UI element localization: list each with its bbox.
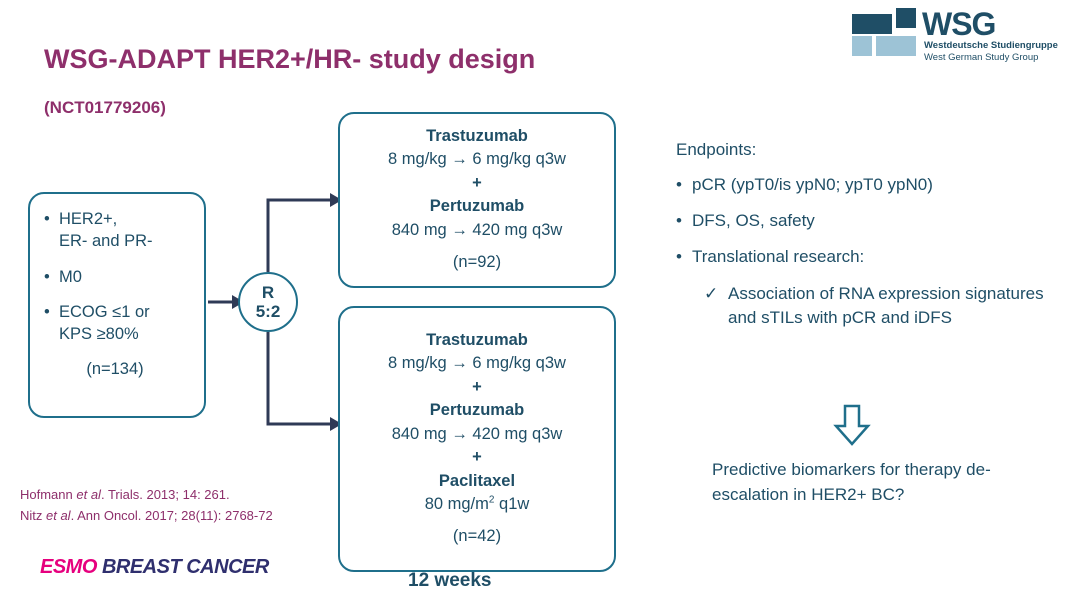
- criterion-m0: M0: [59, 267, 82, 286]
- list-item: [704, 282, 1066, 329]
- population-criteria-list: [44, 208, 196, 381]
- endpoints-panel: [676, 140, 1066, 329]
- population-criteria-box: [28, 192, 206, 418]
- esmo-breast-cancer-logo: [40, 556, 269, 579]
- arm-a-sample-size: (n=92): [452, 253, 502, 272]
- list-item: [44, 266, 196, 288]
- list-item: [44, 301, 196, 346]
- criterion-performance-status: ECOG ≤1 or KPS ≥80%: [59, 302, 150, 344]
- arm-b-drug-2: Pertuzumab: [429, 401, 525, 420]
- endpoint-dfs-os-safety: DFS, OS, safety: [692, 211, 815, 231]
- population-sample-size: (n=134): [86, 360, 144, 379]
- check-icon: ✓: [704, 284, 719, 304]
- esmo-logo-part-1: ESMO: [40, 556, 102, 578]
- reference-2: Nitz et al. Ann Oncol. 2017; 28(11): 2768-72: [20, 508, 273, 524]
- list-item: [676, 174, 1066, 196]
- references: [20, 484, 273, 527]
- page-title: WSG-ADAPT HER2+/HR- study design: [44, 44, 536, 74]
- logo-subtitle-en: West German Study Group: [924, 52, 1039, 63]
- arm-a-drug-2: Pertuzumab: [429, 197, 525, 216]
- conclusion-text: Predictive biomarkers for therapy de-escalation in HER2+ BC?: [712, 460, 991, 504]
- arm-a-dose-1: 8 mg/kg → 6 mg/kg q3w: [388, 150, 566, 169]
- treatment-arm-b-box: [338, 306, 616, 572]
- wsg-logo: [852, 8, 1074, 64]
- arm-b-dose-3: 80 $mg/m^2$ q1w: [424, 494, 530, 514]
- logo-wordmark: WSG: [922, 6, 996, 42]
- logo-subtitle-de: Westdeutsche Studiengruppe: [924, 40, 1058, 51]
- treatment-arm-b-content: [340, 329, 614, 549]
- wsg-logo-icon-part: [852, 36, 872, 56]
- endpoints-heading: Endpoints:: [676, 140, 757, 159]
- down-arrow-icon: [832, 404, 872, 446]
- bullet-icon: •: [676, 211, 682, 231]
- randomization-ratio: 5:2: [255, 302, 281, 321]
- endpoint-pcr: pCR (ypT0/is ypN0; ypT0 ypN0): [692, 175, 933, 194]
- wsg-logo-icon-part: [896, 8, 916, 28]
- arm-b-plus-1: +: [472, 377, 482, 396]
- bullet-icon: •: [44, 267, 50, 286]
- arm-b-drug-3: Paclitaxel: [438, 471, 516, 490]
- reference-1: Hofmann et al. Trials. 2013; 14: 261.: [20, 487, 230, 502]
- bullet-icon: •: [44, 302, 50, 321]
- treatment-duration-label: 12 weeks: [408, 570, 492, 591]
- treatment-arm-a-box: [338, 112, 616, 288]
- endpoint-translational-research: Translational research:: [692, 247, 865, 267]
- arm-a-plus-1: +: [472, 174, 482, 193]
- randomization-label: R: [261, 282, 275, 302]
- wsg-logo-icon: [852, 14, 892, 34]
- wsg-logo-icon-part: [876, 36, 916, 56]
- bullet-icon: •: [44, 210, 50, 228]
- treatment-arm-a-content: [340, 125, 614, 275]
- esmo-logo-part-2: BREAST CANCER: [101, 556, 269, 578]
- arm-b-dose-2: 840 mg → 420 mg q3w: [391, 424, 563, 443]
- arm-a-drug-1: Trastuzumab: [426, 127, 528, 146]
- criterion-her2: HER2+, ER- and PR-: [59, 210, 153, 251]
- bullet-icon: •: [676, 247, 682, 267]
- arm-b-plus-2: +: [472, 448, 482, 467]
- list-item: [44, 208, 196, 253]
- arm-a-dose-2: 840 mg → 420 mg q3w: [391, 220, 563, 239]
- arm-b-dose-1: 8 mg/kg → 6 mg/kg q3w: [388, 354, 566, 373]
- randomization-node: [238, 272, 298, 332]
- arm-b-drug-1: Trastuzumab: [426, 331, 528, 350]
- list-item: [676, 210, 1066, 232]
- arm-b-sample-size: (n=42): [452, 527, 502, 546]
- bullet-icon: •: [676, 175, 682, 194]
- trial-registration-number: (NCT01779206): [44, 98, 166, 117]
- translational-detail: Association of RNA expression signatures and sTILs with pCR and iDFS: [728, 284, 1044, 327]
- list-item: [676, 246, 1066, 268]
